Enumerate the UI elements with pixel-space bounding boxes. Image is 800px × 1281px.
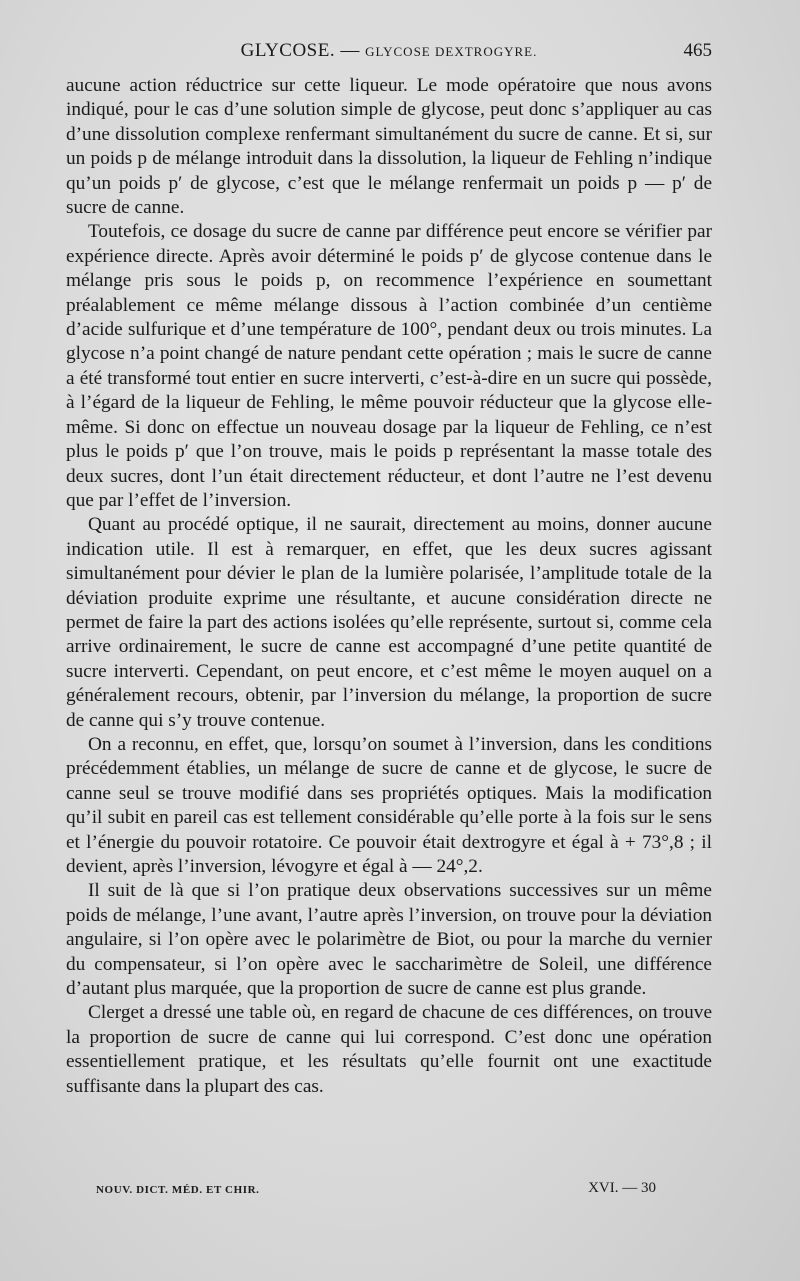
header-title-sub: GLYCOSE DEXTROGYRE. [365, 44, 538, 59]
running-header [66, 38, 712, 68]
page-number: 465 [683, 40, 712, 61]
page-footer [96, 1180, 656, 1204]
paragraph: On a reconnu, en effet, que, lorsqu’on soumet à l’inversion, dans les conditions précédemment établies, un mélange de sucre de canne et de glycose, le sucre de canne seul se trouve modifié dans ses propriétés optiques. Mais la modification qu’il subit en pareil cas est tellement considérable qu’elle porte à la fois sur le sens et l’énergie du pouvoir rotatoire. Ce pouvoir était dextrogyre et égal à + 73°,8 ; il devient, après l’inversion, lévogyre et égal à — 24°,2. [66, 733, 712, 877]
paragraph: Toutefois, ce dosage du sucre de canne par différence peut encore se vérifier par expérience directe. Après avoir déterminé le poids p′ de glycose contenue dans le mélange pris sous le poids p, on recommence l’expérience en soumettant préalablement ce même mélange dissous à l’action combinée d’un centième d’acide sulfurique et d’une température de 100°, pendant deux ou trois minutes. La glycose n’a point changé de nature pendant cette opération ; mais le sucre de canne a été transformé tout entier en sucre interverti, c’est-à-dire en un sucre qui possède, à l’égard de la liqueur de Fehling, le même pouvoir réducteur que la glycose elle-même. Si donc on effectue un nouveau dosage par la liqueur de Fehling, ce n’est plus le poids p′ que l’on trouve, mais le poids p représentant la masse totale des deux sucres, dont l’un était directement réducteur, et dont l’autre ne l’est devenu que par l’effet de l’inversion. [66, 221, 712, 511]
paragraph: Quant au procédé optique, il ne saurait, directement au moins, donner aucune indication utile. Il est à remarquer, en effet, que les deux sucres agissant simultanément pour dévier le plan de la lumière polarisée, l’amplitude totale de la déviation produite exprime une résultante, et aucune considération directe ne permet de faire la part des actions isolées qu’elle représente, surtout si, comme cela arrive ordinairement, le sucre de canne est accompagné d’une petite quantité de sucre interverti. Cependant, on peut encore, et c’est même le moyen auquel on a généralement recours, obtenir, par l’inversion du mélange, la proportion de sucre de canne qui s’y trouve contenue. [66, 514, 712, 731]
header-title [66, 40, 712, 62]
paragraph-continued: aucune action réductrice sur cette liqueur. Le mode opératoire que nous avons indiqué, pour le cas d’une solution simple de glycose, peut donc s’appliquer au cas d’une dissolution complexe renfermant simultanément du sucre de canne. Et si, sur un poids p de mélange introduit dans la dissolution, la liqueur de Fehling n’indique qu’un poids p′ de glycose, c’est que le mélange renfermait un poids p — p′ de sucre de canne. [66, 75, 712, 219]
footer-volume-sheet: XVI. — 30 [588, 1180, 656, 1196]
header-title-main: GLYCOSE. — [240, 40, 366, 61]
paragraph: Clerget a dressé une table où, en regard de chacune de ces différences, on trouve la proportion de sucre de canne qui lui correspond. C’est donc une opération essentiellement pratique, et les résultats qu’elle fournit ont une exactitude suffisante dans la plupart des cas. [66, 1002, 712, 1097]
footer-signature: NOUV. DICT. MÉD. ET CHIR. [96, 1184, 260, 1196]
body-text [66, 74, 712, 1099]
paragraph: Il suit de là que si l’on pratique deux observations successives sur un même poids de mélange, l’une avant, l’autre après l’inversion, on trouve pour la déviation angulaire, si l’on opère avec le polarimètre de Biot, ou pour la marche du vernier du compensateur, si l’on opère avec le saccharimètre de Soleil, une différence d’autant plus marquée, que la proportion de sucre de canne est plus grande. [66, 880, 712, 1000]
